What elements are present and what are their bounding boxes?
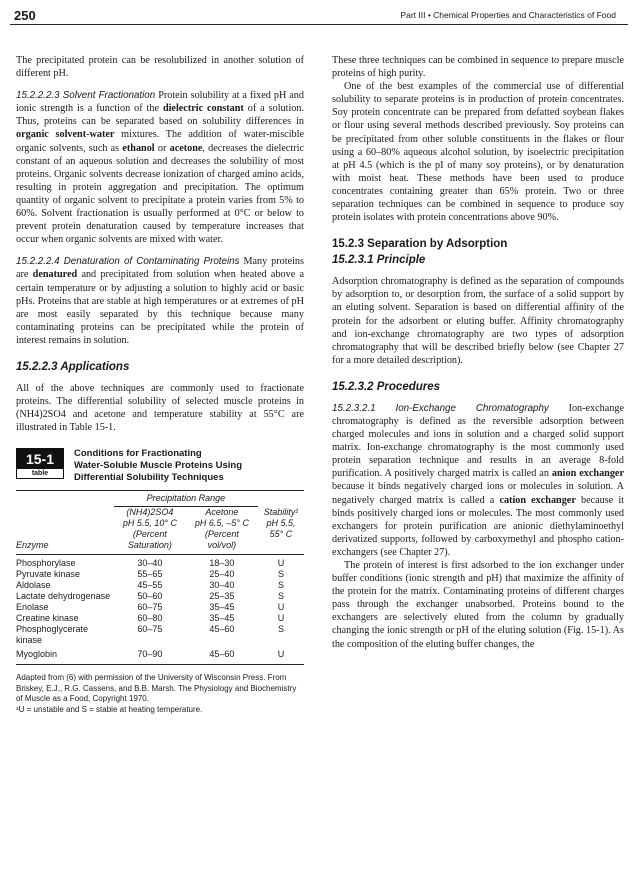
table-row: Creatine kinase 60–80 35–45 U [16, 613, 285, 624]
group-header: Precipitation Range [114, 491, 258, 507]
principle-paragraph: Adsorption chromatography is defined as the separation of compounds by adsorption to, or desorption from, the surface of a solid support by an eluting solvent. Separation is based on differential affinity of the protein for the adsorbent or eluting buffer. Affinity chromatography and ion-exchange chromatography are two types of adsorption chromatography that will be described briefly below (see Chapter 27 for a more detailed description). [332, 276, 624, 366]
page-number: 250 [14, 8, 36, 23]
table-row: Aldolase 45–55 30–40 S [16, 580, 284, 591]
denaturation-paragraph: 15.2.2.2.4 Denaturation of Contaminating Proteins Many proteins are denatured and precipitated from solution when heated above a certain temperature or by adjusting a solution to highly acid or basic pHs. Proteins that are stable at high temperatures or at extremes of pH are most easily separated by this technique because many contaminating proteins can be precipitated while the protein of interest remains in solution. [16, 256, 304, 346]
paragraph: One of the best examples of the commercial use of differential solubility to separate proteins is in production of protein concentrates. Soy protein concentrate can be prepared from defatted soybean flakes or flour using several methods described previously. Soy proteins can be precipitated from other soluble constituents in the flakes or flour using a 60–80% aqueous alcohol solution, by isoelectric precipitation at pH 4.5 (which is the pI of many soy proteins), or by denaturation with moist heat. These methods have been used to produce concentrates containing greater than 65% protein. Two or three separation techniques can be combined in sequence to produce soy protein isolates with protein concentrations above 90%. [332, 81, 624, 224]
table-row: Enolase 60–75 35–45 U [16, 602, 285, 613]
table-badge-word: table [31, 470, 49, 478]
table-row: Phosphorylase 30–40 18–30 U [16, 558, 285, 569]
col-header-acetone: Acetone pH 6.5, –5° C (Percent vol/vol) [186, 507, 258, 552]
running-title: Part III • Chemical Properties and Characteristics of Food [400, 10, 616, 20]
applications-paragraph: All of the above techniques are commonly used to fractionate proteins. The differential solubility of selected muscle proteins in (NH4)2SO4 and acetone and temperature stability at 55°C are illustrated in Table 15-1. [16, 382, 304, 434]
solvent-fractionation-paragraph: 15.2.2.2.3 Solvent Fractionation Protein solubility at a fixed pH and ionic strength is a function of the dielectric constant of a solution. Thus, proteins can be separated based on solubility differences in organic solvent-water mixtures. The addition of water-miscible organic solvents, such as ethanol or acetone, decreases the dielectric constant of an aqueous solution and decreases the solubility of most proteins. Organic solvents decrease ionization of charged amino acids, resulting in protein aggregation and precipitation. The optimum quantity of organic solvent to precipitate a protein varies from 5% to 60%. Solvent fractionation is usually performed at 0°C or below to prevent protein denaturation caused by temperature increases that occur when organic solvents are mixed with water. [16, 90, 305, 246]
right-column [332, 54, 624, 651]
table-number: 15-1 [17, 449, 63, 469]
col-header-enzyme: Enzyme [16, 540, 49, 551]
table-row: Phosphoglycerate kinase 60–75 45–60 S [16, 624, 284, 646]
col-header-stability: Stability¹ pH 5.5, 55° C [263, 506, 299, 539]
left-column [16, 54, 304, 715]
paragraph: The protein of interest is first adsorbed to the ion exchanger under buffer conditions (ionic strength and pH) that maximize the affinity of the protein for the matrix. Contaminating proteins of different charges pass through the exchanger unabsorbed. Proteins bound to the exchangers are selectively eluted from the column by gradually changing the ionic strength or pH of the eluting solution (Fig. 15-1). As the composition of the eluting buffer changes, the [332, 560, 624, 650]
table-caption: Conditions for Fractionating Water-Soluble Muscle Proteins Using Differential Solubility Techniques [74, 448, 243, 484]
procedures-heading: 15.2.3.2 Procedures [332, 380, 441, 393]
col-header-ammonium: (NH4)2SO4 pH 5.5, 10° C (Percent Saturation) [114, 507, 186, 552]
subsection-heading: 15.2.2.2.4 Denaturation of Contaminating Proteins [16, 256, 240, 268]
header-rule [10, 24, 628, 25]
subsection-heading: 15.2.2.2.3 Solvent Fractionation [16, 90, 156, 102]
section-heading: 15.2.3 Separation by Adsorption [332, 238, 508, 251]
table-row: Myoglobin 70–90 45–60 U [16, 649, 285, 660]
ion-exchange-paragraph: 15.2.3.2.1 Ion-Exchange Chromatography Ion-exchange chromatography is defined as the reversible adsorption between charged molecules and ions in solution and a charged solid support matrix. Ion-exchange chromatography is the most commonly used protein separation technique and results in an average 8-fold purification. A positively charged matrix is called an anion exchanger because it binds negatively charged ions or molecules in solution. A negatively charged matrix is called a cation exchanger because it binds positively charged ions or molecules. The most commonly used exchangers for protein purification are anionic diethylaminoethyl derivatized supports, followed by carboxymethyl and phospho cation-exchangers (see Chapter 27). [332, 402, 624, 558]
table-row: Lactate dehydrogenase 50–60 25–35 S [16, 591, 284, 602]
applications-heading: 15.2.2.3 Applications [16, 360, 130, 373]
table-15-1 [16, 448, 304, 715]
paragraph: These three techniques can be combined in sequence to prepare muscle proteins of high purity. [332, 55, 624, 80]
subsection-heading: 15.2.3.2.1 Ion-Exchange Chromatography [332, 402, 549, 414]
table-badge [16, 448, 64, 479]
table-row: Pyruvate kinase 55–65 25–40 S [16, 569, 284, 580]
principle-heading: 15.2.3.1 Principle [332, 254, 426, 267]
table-footnote: Adapted from (6) with permission of the University of Wisconsin Press. From Briskey, E.J., R.G. Cassens, and B.B. Marsh. The Physiology and Biochemistry of Muscle as a Food, Copyright 1970. ¹U = unstable and S = stable at heating temperature. [16, 673, 297, 714]
paragraph: The precipitated protein can be resolubilized in another solution of different pH. [16, 55, 304, 80]
fractionation-table [16, 490, 304, 665]
page-header [0, 0, 638, 30]
